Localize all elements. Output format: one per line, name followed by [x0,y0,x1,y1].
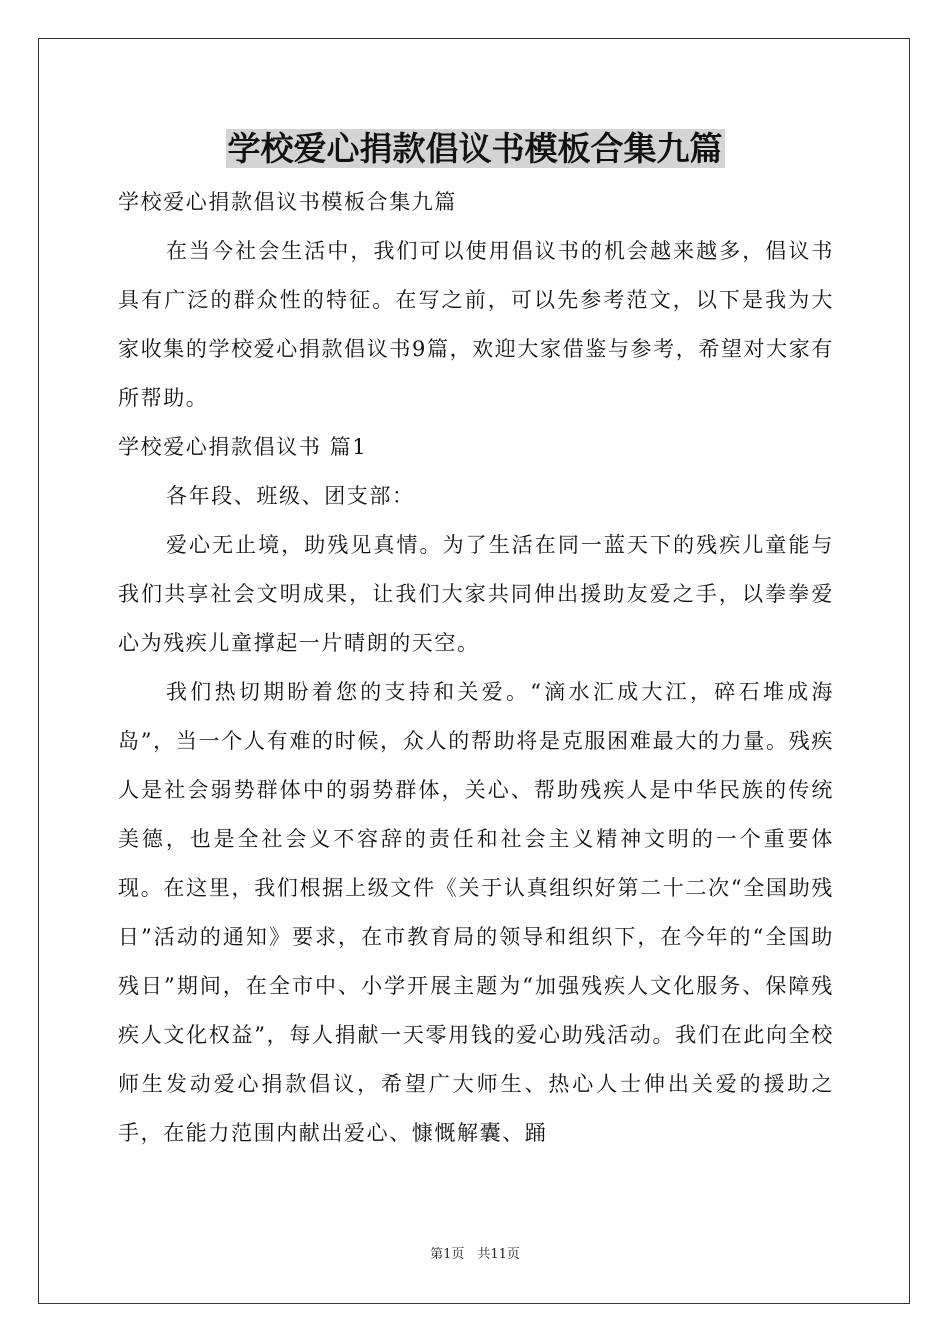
section-heading: 学校爱心捐款倡议书 篇1 [118,435,368,459]
document-title-text: 学校爱心捐款倡议书模板合集九篇 [227,129,723,168]
body-paragraph-1: 爱心无止境，助残见真情。为了生活在同一蓝天下的残疾儿童能与我们共享社会文明成果，让我们大家共同伸出援助友爱之手，以拳拳爱心为残疾儿童撑起一片晴朗的天空。 [118,533,834,655]
document-body [118,178,834,1158]
page-number: 第1页 共11页 [430,1247,520,1262]
document-subtitle: 学校爱心捐款倡议书模板合集九篇 [118,190,457,214]
intro-paragraph: 在当今社会生活中，我们可以使用倡议书的机会越来越多，倡议书具有广泛的群众性的特征。在写之前，可以先参考范文，以下是我为大家收集的学校爱心捐款倡议书9篇，欢迎大家借鉴与参考，希望对大家有所帮助。 [118,239,834,410]
page-footer [0,1246,950,1264]
salutation: 各年段、班级、团支部： [166,484,415,508]
document-title [0,126,950,172]
body-paragraph-2: 我们热切期盼着您的支持和关爱。“滴水汇成大江，碎石堆成海岛”，当一个人有难的时候，众人的帮助将是克服困难最大的力量。残疾人是社会弱势群体中的弱势群体，关心、帮助残疾人是中华民族的传统美德，也是全社会义不容辞的责任和社会主义精神文明的一个重要体现。在这里，我们根据上级文件《关于认真组织好第二十二次“全国助残日”活动的通知》要求，在市教育局的领导和组织下，在今年的“全国助残日”期间，在全市中、小学开展主题为“加强残疾人文化服务、保障残疾人文化权益”，每人捐献一天零用钱的爱心助残活动。我们在此向全校师生发动爱心捐款倡议，希望广大师生、热心人士伸出关爱的援助之手，在能力范围内献出爱心、慷慨解囊、踊 [118,680,834,1145]
